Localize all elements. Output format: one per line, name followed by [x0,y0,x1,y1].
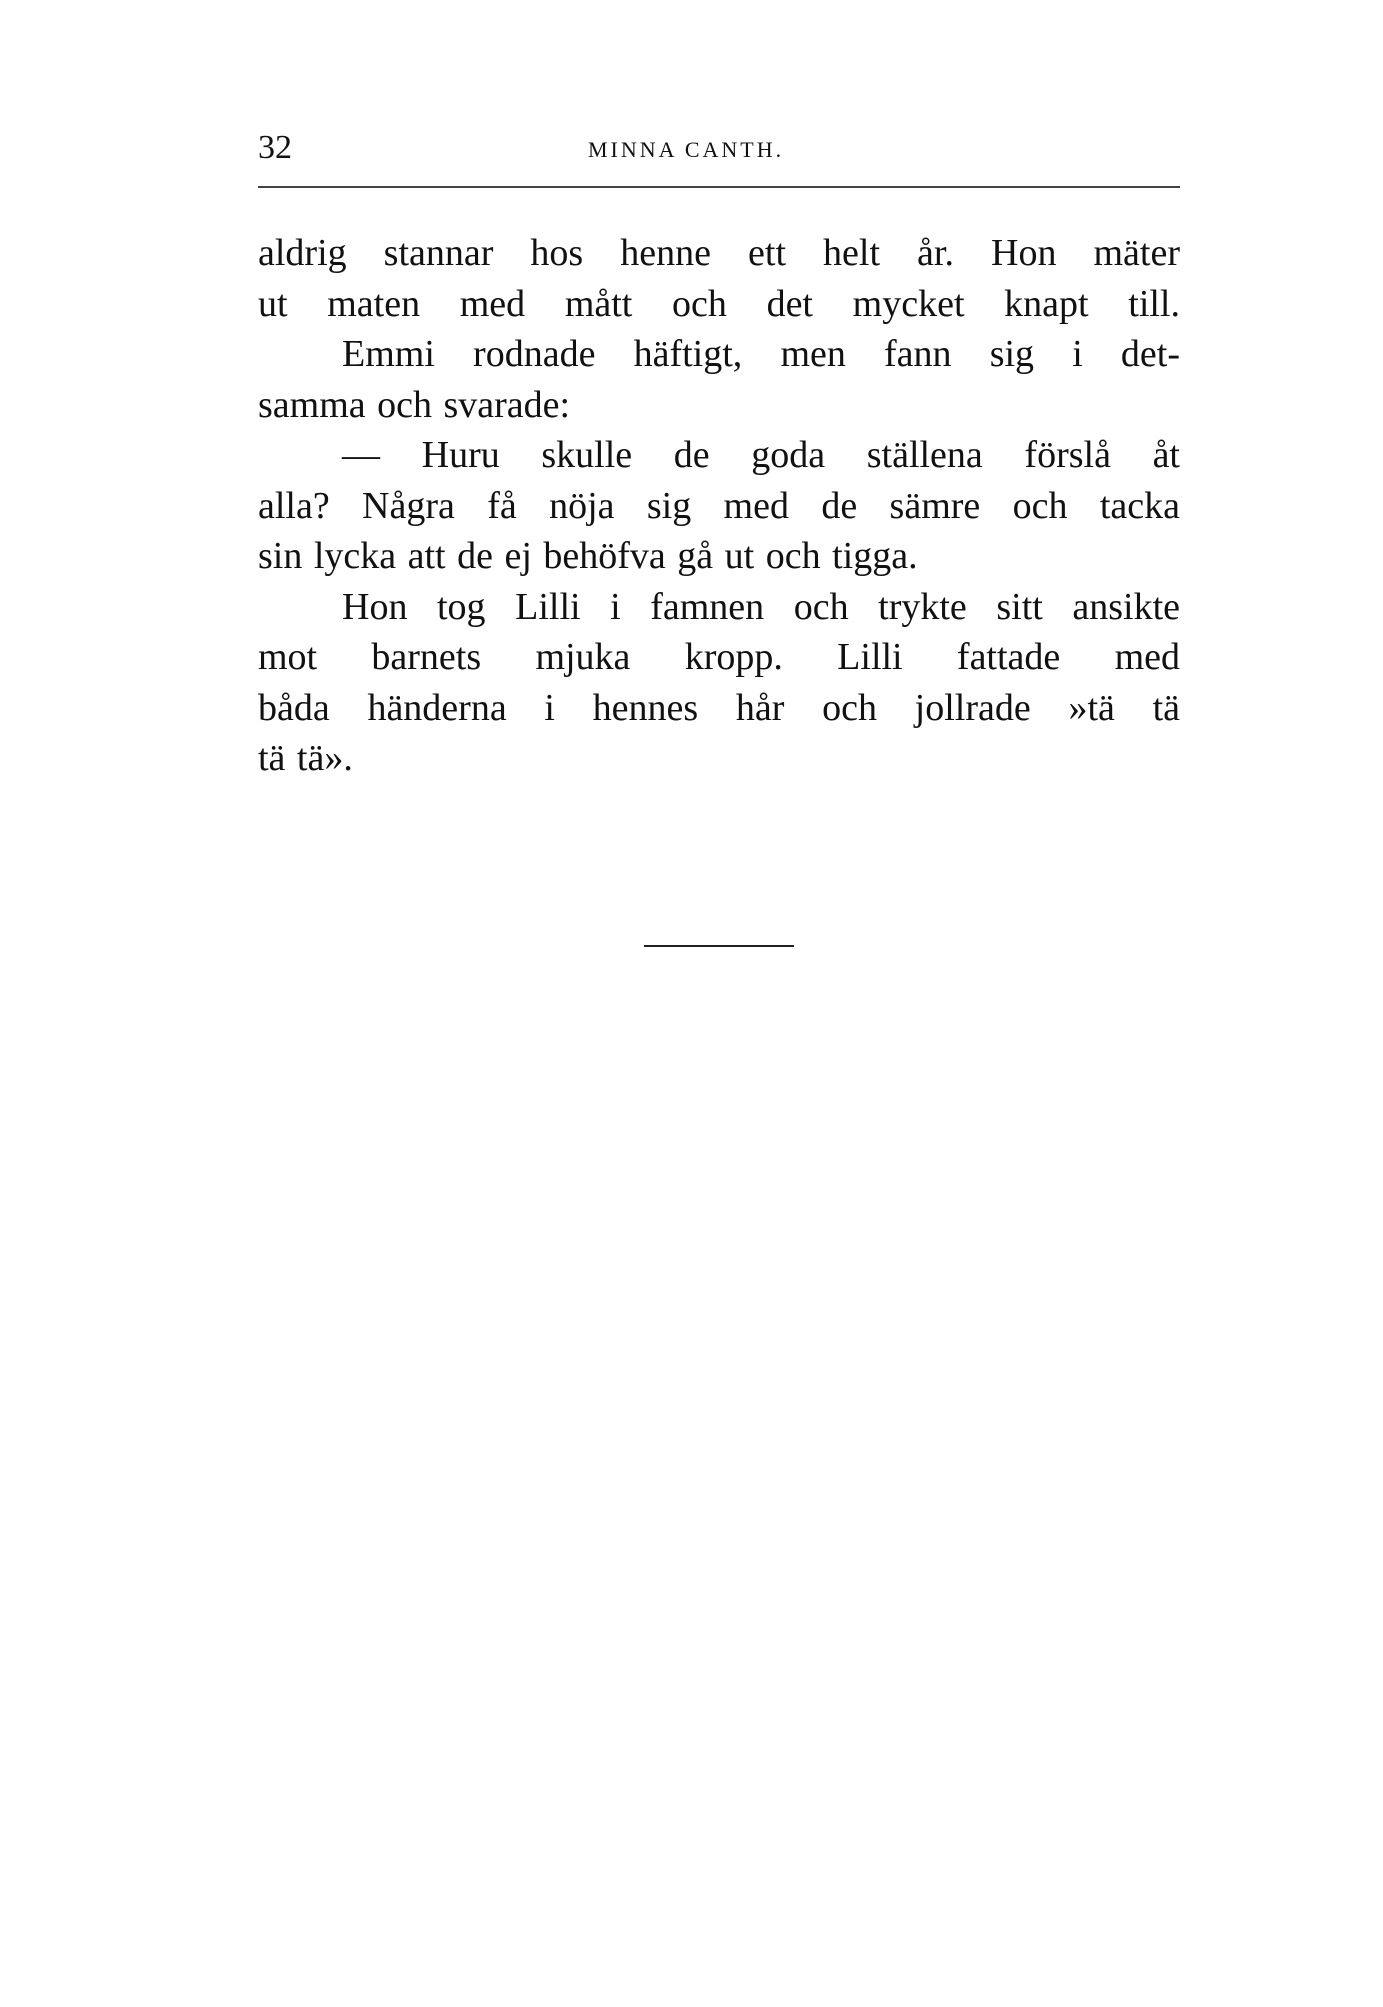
header-rule [258,186,1180,188]
text-line: — Huru skulle de goda ställena förslå åt [342,434,1180,476]
text-line: mot barnets mjuka kropp. Lilli fattade med [258,636,1180,678]
text-line: Emmi rodnade häftigt, men fann sig i det- [342,333,1180,375]
text-line: tä tä». [258,737,353,779]
body-text [258,228,1180,784]
text-line: ut maten med mått och det mycket knapt till. [258,282,1180,325]
text-line: aldrig stannar hos henne ett helt år. Hon mäter [258,232,1180,274]
text-line: båda händerna i hennes hår och jollrade »tä tä [258,686,1180,729]
end-rule [644,945,794,947]
text-line: alla? Några få nöja sig med de sämre och tacka [258,484,1180,527]
text-line: samma och svarade: [258,383,571,426]
running-title: MINNA CANTH. [588,137,785,162]
running-head [258,128,1180,168]
text-line: Hon tog Lilli i famnen och trykte sitt ansikte [342,585,1180,628]
text-line: sin lycka att de ej behöfva gå ut och tigga. [258,535,918,577]
page-number: 32 [258,129,292,166]
